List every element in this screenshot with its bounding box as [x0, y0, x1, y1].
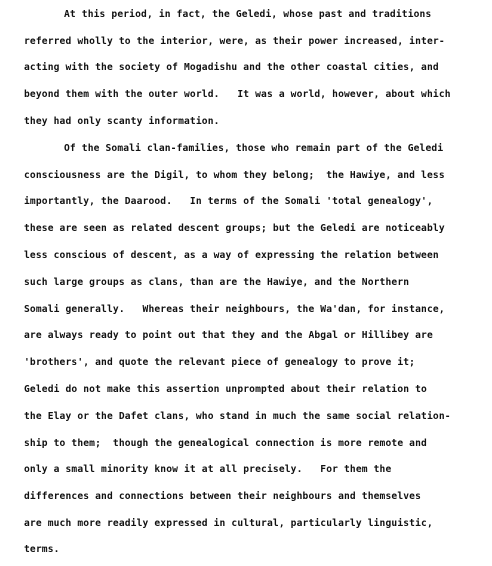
- paragraph-2-line-16: terms.: [24, 544, 60, 555]
- paragraph-1-line-3: acting with the society of Mogadishu and the other coastal cities, and: [24, 62, 439, 73]
- paragraph-2-line-8: are always ready to point out that they and the Abgal or Hillibey are: [24, 330, 433, 341]
- paragraph-2-line-9: 'brothers', and quote the relevant piece of genealogy to prove it;: [24, 357, 416, 368]
- paragraph-2-line-15: are much more readily expressed in cultural, particularly linguistic,: [24, 518, 433, 529]
- paragraph-2-line-7: Somali generally. Whereas their neighbours, the Wa'dan, for instance,: [24, 304, 445, 315]
- paragraph-2-line-11: the Elay or the Dafet clans, who stand in much the same social relation-: [24, 411, 451, 422]
- paragraph-1-line-5: they had only scanty information.: [24, 116, 220, 127]
- paragraph-1-line-1: At this period, in fact, the Geledi, whose past and traditions: [64, 9, 432, 20]
- paragraph-1-line-2: referred wholly to the interior, were, as their power increased, inter-: [24, 36, 445, 47]
- paragraph-2-line-13: only a small minority know it at all precisely. For them the: [24, 464, 392, 475]
- paragraph-2-line-6: such large groups as clans, than are the Hawiye, and the Northern: [24, 277, 410, 288]
- paragraph-2-line-10: Geledi do not make this assertion unprompted about their relation to: [24, 384, 427, 395]
- paragraph-2-line-2: consciousness are the Digil, to whom they belong; the Hawiye, and less: [24, 170, 445, 181]
- paragraph-2-line-12: ship to them; though the genealogical connection is more remote and: [24, 438, 427, 449]
- paragraph-2-line-14: differences and connections between their neighbours and themselves: [24, 491, 422, 502]
- paragraph-1-line-4: beyond them with the outer world. It was a world, however, about which: [24, 89, 451, 100]
- paragraph-2-line-1: Of the Somali clan-families, those who remain part of the Geledi: [64, 143, 444, 154]
- paragraph-2-line-3: importantly, the Daarood. In terms of the Somali 'total genealogy',: [24, 196, 433, 207]
- paragraph-2-line-4: these are seen as related descent groups; but the Geledi are noticeably: [24, 223, 445, 234]
- paragraph-2-line-5: less conscious of descent, as a way of expressing the relation between: [24, 250, 439, 261]
